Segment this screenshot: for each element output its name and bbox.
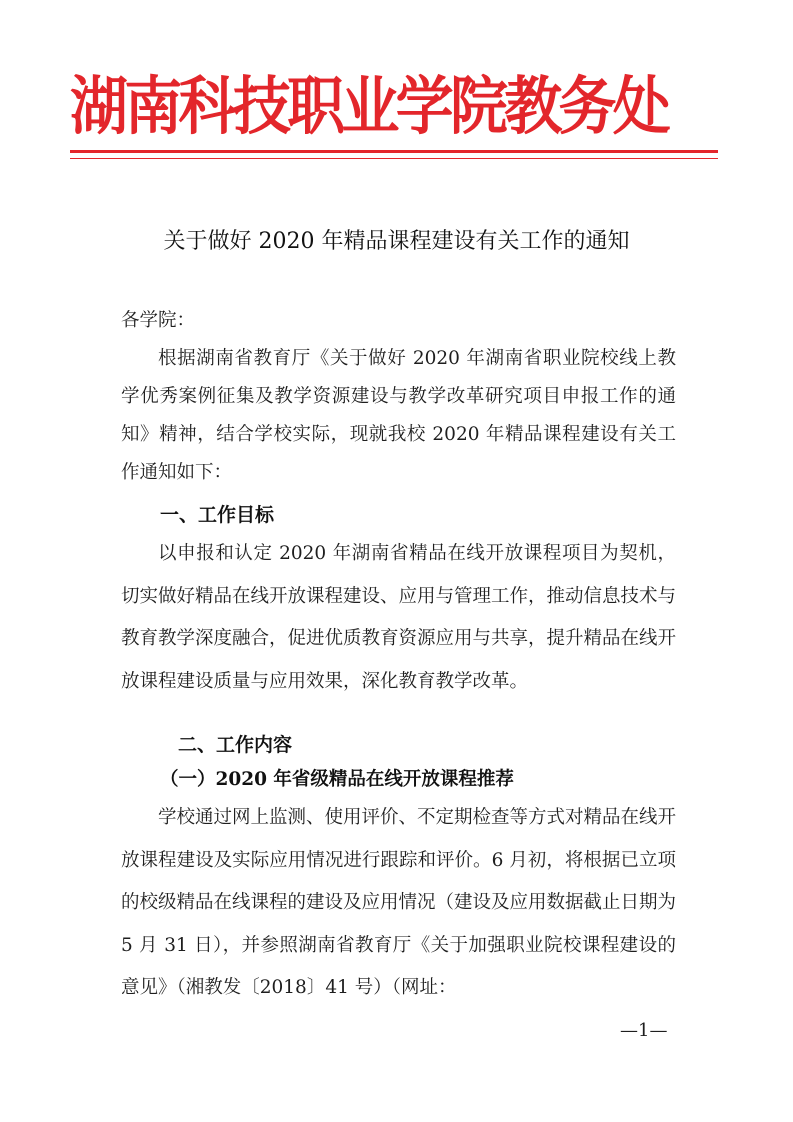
page-number: —1—	[620, 1020, 668, 1041]
salutation: 各学院：	[121, 310, 196, 331]
masthead-thin-rule	[70, 158, 718, 159]
document-title: 关于做好 2020 年精品课程建设有关工作的通知	[163, 229, 630, 254]
section1-paragraph: 以申报和认定 2020 年湖南省精品在线开放课程项目为契机，切实做好精品在线开放课程建设、应用与管理工作，推动信息技术与教育教学深度融合，促进优质教育资源应用与共享，提升精品在线开放课程建设质量与应用效果，深化教育教学改革。	[121, 543, 677, 692]
section2-heading: 二、工作内容	[178, 734, 293, 756]
intro-paragraph: 根据湖南省教育厅《关于做好 2020 年湖南省职业院校线上教学优秀案例征集及教学资源建设与教学改革研究项目申报工作的通知》精神，结合学校实际，现就我校 2020 年精品课程建设有关工作通知如下：	[121, 348, 676, 483]
section1-heading: 一、工作目标	[160, 504, 275, 526]
section2-subheading: （一）2020 年省级精品在线开放课程推荐	[160, 769, 514, 790]
section2-paragraph: 学校通过网上监测、使用评价、不定期检查等方式对精品在线开放课程建设及实际应用情况进行跟踪和评价。6 月初，将根据已立项的校级精品在线课程的建设及应用情况（建设及应用数据截止日期为 5 月 31 日），并参照湖南省教育厅《关于加强职业院校课程建设的意见》（湘教发〔2018〕41 号）（网址：	[121, 807, 677, 998]
masthead-organization: 湖南科技职业学院教务处	[70, 69, 668, 143]
masthead-thick-rule	[70, 150, 718, 153]
